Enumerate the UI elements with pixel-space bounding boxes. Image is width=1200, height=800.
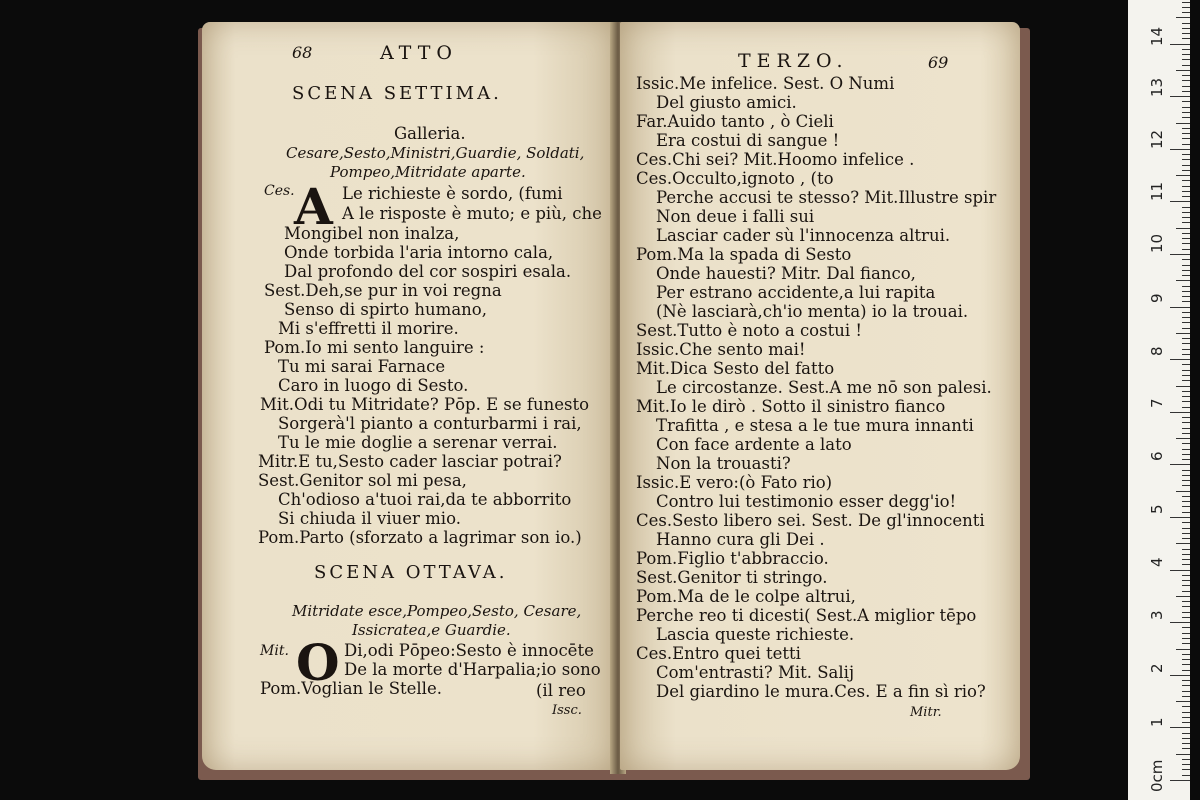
ruler-tick	[1182, 86, 1190, 87]
character-list-2: Issicratea,e Guardie.	[352, 621, 511, 639]
ruler-tick	[1182, 128, 1190, 129]
ruler-tick	[1170, 96, 1190, 97]
speaker-label: Ces.	[264, 183, 295, 199]
verse-line: Lasciar cader sù l'innocenza altrui.	[656, 226, 951, 245]
ruler-tick	[1182, 748, 1190, 749]
ruler-tick	[1170, 780, 1190, 781]
verse-line: Contro lui testimonio esser degg'io!	[656, 492, 957, 511]
ruler-tick	[1182, 496, 1190, 497]
character-list-2: Mitridate esce,Pompeo,Sesto, Cesare,	[292, 602, 582, 620]
ruler-tick	[1182, 522, 1190, 523]
ruler-tick	[1182, 417, 1190, 418]
ruler-tick	[1182, 265, 1190, 266]
character-list: Pompeo,Mitridate aparte.	[330, 163, 526, 181]
verse-line: Ch'odioso a'tuoi rai,da te abborrito	[278, 490, 572, 509]
ruler-tick	[1182, 28, 1190, 29]
verse-line: Perche reo ti dicesti( Sest.A miglior tēpo	[636, 606, 977, 625]
ruler-number: 1	[1148, 717, 1166, 727]
ruler-tick	[1182, 575, 1190, 576]
running-head-left: ATTO	[380, 42, 458, 64]
ruler-tick	[1182, 54, 1190, 55]
verse-line: (il reo	[536, 681, 586, 700]
ruler-tick	[1182, 759, 1190, 760]
ruler-number: 14	[1148, 26, 1166, 46]
ruler-tick	[1182, 454, 1190, 455]
verse-line: Mit.Odi tu Mitridate? Pōp. E se funesto	[260, 395, 590, 414]
ruler-tick	[1182, 243, 1190, 244]
verse-line: Onde torbida l'aria intorno cala,	[284, 243, 554, 262]
page-number-right: 69	[928, 53, 949, 72]
ruler-tick	[1182, 538, 1190, 539]
ruler-number: 6	[1148, 451, 1166, 461]
ruler-tick	[1182, 91, 1190, 92]
ruler-tick	[1170, 44, 1190, 45]
open-book	[196, 22, 1032, 782]
verse-line: Pom.Figlio t'abbraccio.	[636, 549, 829, 568]
ruler-tick	[1182, 696, 1190, 697]
ruler-tick	[1182, 312, 1190, 313]
ruler-tick	[1182, 286, 1190, 287]
ruler-tick	[1182, 775, 1190, 776]
catchword: Mitr.	[910, 705, 942, 720]
ruler-tick	[1182, 33, 1190, 34]
verse-line: Non la trouasti?	[656, 454, 791, 473]
ruler-tick	[1182, 449, 1190, 450]
ruler-tick	[1182, 443, 1190, 444]
ruler-tick	[1176, 123, 1190, 124]
ruler-unit-label: 0cm	[1148, 759, 1166, 792]
ruler-tick	[1182, 7, 1190, 8]
ruler-tick	[1182, 238, 1190, 239]
ruler-tick	[1182, 670, 1190, 671]
verse-line: Hanno cura gli Dei .	[656, 530, 825, 549]
ruler-tick	[1182, 407, 1190, 408]
ruler-tick	[1182, 75, 1190, 76]
ruler-tick	[1182, 217, 1190, 218]
scene-title-2: SCENA OTTAVA.	[314, 562, 508, 583]
ruler-tick	[1182, 259, 1190, 260]
verse-line: Pom.Ma de le colpe altrui,	[636, 587, 856, 606]
verse-line: Lascia queste richieste.	[656, 625, 855, 644]
ruler-tick	[1182, 275, 1190, 276]
ruler-tick	[1182, 317, 1190, 318]
verse-line: Sest.Genitor ti stringo.	[636, 568, 828, 587]
ruler-tick	[1176, 649, 1190, 650]
ruler-tick	[1182, 370, 1190, 371]
verse-line: A le risposte è muto; e più, che	[342, 204, 602, 223]
ruler-tick	[1182, 291, 1190, 292]
ruler-tick	[1170, 201, 1190, 202]
left-page	[202, 22, 616, 770]
verse-line: Era costui di sangue !	[656, 131, 840, 150]
ruler-tick	[1170, 464, 1190, 465]
ruler-tick	[1182, 533, 1190, 534]
ruler-tick	[1182, 627, 1190, 628]
ruler-tick	[1176, 491, 1190, 492]
ruler-tick	[1170, 622, 1190, 623]
ruler-tick	[1182, 38, 1190, 39]
verse-line: Senso di spirto humano,	[284, 300, 487, 319]
ruler-tick	[1182, 643, 1190, 644]
ruler-number: 7	[1148, 398, 1166, 408]
ruler-tick	[1182, 480, 1190, 481]
ruler-tick	[1182, 296, 1190, 297]
ruler-tick	[1182, 301, 1190, 302]
drop-cap: A	[294, 177, 333, 236]
verse-line: Caro in luogo di Sesto.	[278, 376, 469, 395]
verse-line: Mit.Dica Sesto del fatto	[636, 359, 835, 378]
ruler-tick	[1182, 591, 1190, 592]
ruler-tick	[1176, 70, 1190, 71]
ruler-tick	[1182, 391, 1190, 392]
ruler-tick	[1182, 65, 1190, 66]
page-number-left: 68	[292, 43, 313, 62]
ruler-tick	[1176, 438, 1190, 439]
right-page	[620, 22, 1020, 770]
verse-line: Non deue i falli sui	[656, 207, 815, 226]
ruler-tick	[1182, 186, 1190, 187]
ruler-tick	[1182, 249, 1190, 250]
verse-line: Dal profondo del cor sospiri esala.	[284, 262, 572, 281]
ruler-tick	[1170, 149, 1190, 150]
ruler-tick	[1182, 580, 1190, 581]
ruler-tick	[1182, 559, 1190, 560]
verse-line: Com'entrasti? Mit. Salij	[656, 663, 855, 682]
ruler-tick	[1182, 654, 1190, 655]
ruler-tick	[1182, 601, 1190, 602]
ruler-number: 8	[1148, 346, 1166, 356]
ruler-tick	[1170, 570, 1190, 571]
ruler-tick	[1182, 743, 1190, 744]
ruler-tick	[1176, 543, 1190, 544]
running-head-right: TERZO.	[738, 50, 849, 72]
ruler-tick	[1170, 517, 1190, 518]
ruler-tick	[1182, 349, 1190, 350]
ruler-tick	[1182, 733, 1190, 734]
verse-line: Le richieste è sordo, (fumi	[342, 184, 563, 203]
ruler-number: 12	[1148, 129, 1166, 149]
ruler-tick	[1170, 727, 1190, 728]
verse-line: Onde hauesti? Mitr. Dal fianco,	[656, 264, 916, 283]
verse-line: Issic.Che sento mai!	[636, 340, 806, 359]
ruler-tick	[1182, 207, 1190, 208]
verse-line: Pom.Ma la spada di Sesto	[636, 245, 852, 264]
verse-line: Trafitta , e stesa a le tue mura innanti	[656, 416, 974, 435]
ruler-tick	[1170, 307, 1190, 308]
ruler-tick	[1182, 49, 1190, 50]
ruler-tick	[1182, 343, 1190, 344]
ruler-tick	[1182, 422, 1190, 423]
ruler-tick	[1182, 722, 1190, 723]
ruler-tick	[1176, 17, 1190, 18]
verse-line: Sorgerà'l pianto a conturbarmi i rai,	[278, 414, 582, 433]
ruler-tick	[1182, 769, 1190, 770]
ruler-tick	[1170, 675, 1190, 676]
verse-line: Pom.Parto (sforzato a lagrimar son io.)	[258, 528, 582, 547]
scene-title: SCENA SETTIMA.	[292, 83, 502, 104]
ruler-tick	[1170, 359, 1190, 360]
ruler-tick	[1182, 2, 1190, 3]
ruler-tick	[1176, 754, 1190, 755]
ruler-tick	[1182, 170, 1190, 171]
verse-line: Sest.Genitor sol mi pesa,	[258, 471, 467, 490]
verse-line: Del giusto amici.	[656, 93, 797, 112]
ruler-number: 5	[1148, 504, 1166, 514]
verse-line: Issic.E vero:(ò Fato rio)	[636, 473, 833, 492]
verse-line: Ces.Sesto libero sei. Sest. De gl'innocenti	[636, 511, 985, 530]
ruler-number: 3	[1148, 610, 1166, 620]
ruler-tick	[1182, 638, 1190, 639]
ruler-tick	[1182, 685, 1190, 686]
ruler-tick	[1182, 196, 1190, 197]
ruler-tick	[1182, 12, 1190, 13]
ruler-tick	[1176, 175, 1190, 176]
ruler-tick	[1182, 101, 1190, 102]
ruler-tick	[1182, 585, 1190, 586]
ruler-tick	[1182, 738, 1190, 739]
ruler-tick	[1182, 112, 1190, 113]
ruler-tick	[1182, 506, 1190, 507]
verse-line: Tu mi sarai Farnace	[278, 357, 446, 376]
ruler-number: 2	[1148, 663, 1166, 673]
speaker-label: Mit.	[260, 643, 289, 659]
ruler-number: 9	[1148, 293, 1166, 303]
verse-line: Ces.Entro quei tetti	[636, 644, 801, 663]
ruler-tick	[1182, 117, 1190, 118]
verse-line: Far.Auido tanto , ò Cieli	[636, 112, 834, 131]
verse-line: Mitr.E tu,Sesto cader lasciar potrai?	[258, 452, 562, 471]
ruler-tick	[1176, 596, 1190, 597]
ruler-tick	[1176, 386, 1190, 387]
scene-setting: Galleria.	[394, 124, 466, 143]
verse-line: Sest.Deh,se pur in voi regna	[264, 281, 502, 300]
verse-line: Del giardino le mura.Ces. E a fin sì rio?	[656, 682, 986, 701]
verse-line: Issic.Me infelice. Sest. O Numi	[636, 74, 895, 93]
measuring-ruler	[1128, 0, 1190, 800]
ruler-tick	[1182, 222, 1190, 223]
verse-line: De la morte d'Harpalia;io sono	[344, 660, 601, 679]
ruler-tick	[1182, 191, 1190, 192]
ruler-tick	[1170, 412, 1190, 413]
ruler-tick	[1182, 233, 1190, 234]
verse-line: Si chiuda il viuer mio.	[278, 509, 461, 528]
ruler-tick	[1176, 280, 1190, 281]
ruler-tick	[1182, 375, 1190, 376]
ruler-number: 4	[1148, 557, 1166, 567]
ruler-tick	[1182, 706, 1190, 707]
ruler-tick	[1182, 380, 1190, 381]
verse-line: Mongibel non inalza,	[284, 224, 460, 243]
ruler-tick	[1182, 528, 1190, 529]
ruler-tick	[1176, 228, 1190, 229]
ruler-tick	[1182, 80, 1190, 81]
ruler-tick	[1182, 612, 1190, 613]
verse-line: Con face ardente a lato	[656, 435, 852, 454]
ruler-tick	[1182, 23, 1190, 24]
ruler-tick	[1182, 485, 1190, 486]
ruler-tick	[1182, 564, 1190, 565]
ruler-tick	[1182, 364, 1190, 365]
ruler-tick	[1182, 322, 1190, 323]
verse-line: (Nè lasciarà,ch'io menta) io la trouai.	[656, 302, 969, 321]
ruler-tick	[1182, 328, 1190, 329]
ruler-tick	[1182, 159, 1190, 160]
verse-line: Sest.Tutto è noto a costui !	[636, 321, 862, 340]
catchword: Issc.	[552, 703, 582, 718]
ruler-tick	[1182, 554, 1190, 555]
ruler-tick	[1182, 659, 1190, 660]
ruler-tick	[1182, 396, 1190, 397]
ruler-tick	[1170, 254, 1190, 255]
ruler-tick	[1182, 165, 1190, 166]
verse-line: Mit.Io le dirò . Sotto il sinistro fianco	[636, 397, 946, 416]
verse-line: Di,odi Pōpeo:Sesto è innocēte	[344, 641, 594, 660]
ruler-tick	[1182, 107, 1190, 108]
ruler-tick	[1182, 401, 1190, 402]
ruler-tick	[1182, 154, 1190, 155]
verse-line: Perche accusi te stesso? Mit.Illustre spir	[656, 188, 997, 207]
verse-line: Per estrano accidente,a lui rapita	[656, 283, 936, 302]
verse-line: Pom.Io mi sento languire :	[264, 338, 485, 357]
ruler-tick	[1182, 606, 1190, 607]
ruler-tick	[1182, 475, 1190, 476]
ruler-tick	[1182, 459, 1190, 460]
verse-line: Le circostanze. Sest.A me nō son palesi.	[656, 378, 992, 397]
ruler-tick	[1182, 717, 1190, 718]
ruler-tick	[1182, 354, 1190, 355]
ruler-tick	[1182, 144, 1190, 145]
verse-line: Mi s'effretti il morire.	[278, 319, 459, 338]
ruler-tick	[1176, 701, 1190, 702]
ruler-tick	[1182, 501, 1190, 502]
ruler-tick	[1182, 617, 1190, 618]
character-list: Cesare,Sesto,Ministri,Guardie, Soldati,	[286, 144, 585, 162]
ruler-tick	[1182, 764, 1190, 765]
ruler-tick	[1182, 59, 1190, 60]
ruler-tick	[1182, 433, 1190, 434]
ruler-tick	[1182, 680, 1190, 681]
ruler-number: 11	[1148, 181, 1166, 201]
ruler-tick	[1182, 664, 1190, 665]
ruler-tick	[1182, 138, 1190, 139]
verse-line: Tu le mie doglie a serenar verrai.	[278, 433, 558, 452]
drop-cap: O	[296, 633, 340, 692]
verse-line: Ces.Chi sei? Mit.Hoomo infelice .	[636, 150, 915, 169]
ruler-tick	[1182, 428, 1190, 429]
ruler-tick	[1182, 512, 1190, 513]
ruler-tick	[1182, 180, 1190, 181]
verse-line: Pom.Voglian le Stelle.	[260, 679, 442, 698]
ruler-tick	[1176, 333, 1190, 334]
ruler-number: 13	[1148, 77, 1166, 97]
ruler-tick	[1182, 212, 1190, 213]
ruler-tick	[1182, 470, 1190, 471]
ruler-tick	[1182, 691, 1190, 692]
ruler-tick	[1182, 549, 1190, 550]
ruler-tick	[1182, 338, 1190, 339]
ruler-tick	[1182, 270, 1190, 271]
verse-line: Ces.Occulto,ignoto , (to	[636, 169, 834, 188]
ruler-number: 10	[1148, 233, 1166, 253]
ruler-tick	[1182, 712, 1190, 713]
ruler-tick	[1182, 133, 1190, 134]
ruler-tick	[1182, 633, 1190, 634]
